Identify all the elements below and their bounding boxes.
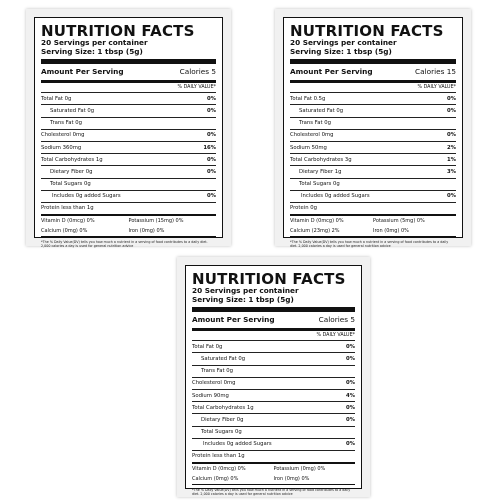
nutrient-row (41, 117, 216, 129)
nutrition-card-2 (275, 9, 471, 249)
amount-per-serving-label: Amount Per Serving (192, 315, 275, 325)
nutrient-label: Total Carbohydrates 1g (192, 404, 254, 411)
nutrient-daily-value: 0% (346, 416, 355, 423)
nutrient-label: Protein less than 1g (41, 205, 94, 212)
vitamin-row (192, 464, 355, 474)
nutrient-row (192, 413, 355, 425)
nutrient-label: Includes 0g added Sugars (203, 441, 272, 448)
nutrient-daily-value: 0% (207, 168, 216, 175)
nutrient-label: Trans Fat 0g (201, 368, 233, 375)
nutrient-row (290, 178, 456, 190)
nutrient-row (192, 365, 355, 377)
nutrient-row (41, 190, 216, 202)
calcium: Calcium (23mg) 2% (290, 228, 340, 235)
nutrient-row (192, 438, 355, 450)
calcium: Calcium (0mg) 0% (41, 228, 88, 235)
calcium: Calcium (0mg) 0% (192, 476, 239, 483)
potassium: Potassium (0mg) 0% (273, 466, 326, 473)
vitamin-row (192, 474, 355, 484)
nutrition-label (185, 265, 362, 497)
nutrient-row (290, 153, 456, 165)
calories-value: Calories 5 (318, 315, 355, 325)
nutrient-label: Dietary Fiber 1g (299, 168, 342, 175)
nutrient-row (41, 129, 216, 141)
nutrient-label: Total Sugars 0g (50, 181, 91, 188)
footnote: *The % Daily Value(DV) tells you how much a nutrient in a serving of food contributes to a daily diet. 2,000 calories a day is used for general nutrition advice (290, 236, 456, 249)
nutrient-label: Total Sugars 0g (299, 181, 340, 188)
nutrient-label: Cholesterol 0mg (290, 132, 334, 139)
nutrient-label: Trans Fat 0g (299, 120, 331, 127)
daily-value-header: % DAILY VALUE* (177, 85, 216, 91)
nutrient-label: Total Fat 0g (41, 95, 72, 102)
nutrient-label: Protein less than 1g (192, 453, 245, 460)
nutrient-rows (192, 340, 355, 462)
nutrient-daily-value: 1% (447, 156, 456, 163)
nutrient-label: Total Carbohydrates 1g (41, 156, 103, 163)
label-title: NUTRITION FACTS (290, 22, 444, 40)
nutrient-row (290, 117, 456, 129)
nutrient-daily-value: 0% (447, 95, 456, 102)
footnote: *The % Daily Value(DV) tells you how much a nutrient in a serving of food contributes to a daily diet. 2,000 calories a day is used for general nutrition advice (192, 484, 355, 497)
nutrient-label: Dietary Fiber 0g (50, 168, 93, 175)
serving-size: Serving Size: 1 tbsp (5g) (41, 46, 143, 56)
amount-per-serving-label: Amount Per Serving (41, 67, 124, 77)
nutrient-row (41, 153, 216, 165)
serving-size: Serving Size: 1 tbsp (5g) (290, 46, 392, 56)
nutrient-row (41, 165, 216, 177)
nutrient-row (290, 129, 456, 141)
nutrient-row (290, 104, 456, 116)
nutrient-label: Sodium 360mg (41, 144, 82, 151)
nutrient-label: Total Carbohydrates 3g (290, 156, 352, 163)
nutrient-daily-value: 0% (207, 193, 216, 200)
vitamin-row (290, 226, 456, 236)
nutrient-label: Total Sugars 0g (201, 429, 242, 436)
nutrition-label (34, 17, 223, 249)
vitamin-row (41, 216, 216, 226)
nutrient-daily-value: 0% (207, 107, 216, 114)
iron: Iron (0mg) 0% (373, 228, 409, 235)
nutrient-daily-value: 0% (207, 132, 216, 139)
nutrient-row (290, 165, 456, 177)
nutrient-row (192, 352, 355, 364)
nutrient-daily-value: 0% (447, 107, 456, 114)
nutrient-row (192, 401, 355, 413)
nutrient-row (41, 92, 216, 104)
nutrient-daily-value: 16% (203, 144, 216, 151)
amount-per-serving-row (290, 64, 456, 80)
nutrient-daily-value: 0% (346, 343, 355, 350)
nutrient-label: Includes 0g added Sugars (52, 193, 121, 200)
nutrient-row (290, 190, 456, 202)
servings-per-container: 20 Servings per container (41, 38, 148, 47)
nutrient-label: Saturated Fat 0g (201, 355, 246, 362)
servings-per-container: 20 Servings per container (192, 286, 299, 295)
nutrient-row (41, 202, 216, 214)
nutrient-label: Cholesterol 0mg (192, 380, 236, 387)
nutrition-card-3 (177, 257, 370, 497)
label-title: NUTRITION FACTS (41, 22, 195, 40)
potassium: Potassium (5mg) 0% (373, 218, 425, 225)
nutrient-row (192, 450, 355, 462)
nutrient-row (290, 202, 456, 214)
daily-value-header: % DAILY VALUE* (316, 333, 355, 339)
nutrient-row (41, 104, 216, 116)
nutrient-label: Total Fat 0.5g (290, 95, 326, 102)
nutrient-row (41, 178, 216, 190)
nutrient-row (290, 92, 456, 104)
nutrient-daily-value: 0% (346, 441, 355, 448)
nutrient-label: Saturated Fat 0g (299, 107, 344, 114)
nutrient-rows (290, 92, 456, 214)
nutrient-row (192, 377, 355, 389)
nutrient-daily-value: 3% (447, 168, 456, 175)
vitamin-row (41, 226, 216, 236)
nutrient-daily-value: 0% (207, 95, 216, 102)
servings-per-container: 20 Servings per container (290, 38, 397, 47)
nutrient-rows (41, 92, 216, 214)
amount-per-serving-label: Amount Per Serving (290, 67, 373, 77)
vitamin-row (290, 216, 456, 226)
vitamin-d: Vitamin D (0mcg) 0% (290, 218, 344, 225)
nutrient-row (41, 141, 216, 153)
nutrient-label: Sodium 90mg (192, 392, 229, 399)
nutrient-daily-value: 0% (346, 355, 355, 362)
iron: Iron (0mg) 0% (273, 476, 310, 483)
nutrient-label: Protein 0g (290, 205, 317, 212)
nutrient-label: Total Fat 0g (192, 343, 223, 350)
vitamin-d: Vitamin D (0mcg) 0% (192, 466, 246, 473)
nutrient-daily-value: 0% (346, 380, 355, 387)
nutrient-row (192, 426, 355, 438)
nutrient-daily-value: 2% (447, 144, 456, 151)
nutrition-card-1 (26, 9, 231, 249)
amount-per-serving-row (192, 312, 355, 328)
nutrient-daily-value: 0% (346, 404, 355, 411)
nutrient-label: Includes 0g added Sugars (301, 193, 370, 200)
amount-per-serving-row (41, 64, 216, 80)
nutrient-daily-value: 0% (207, 156, 216, 163)
serving-size: Serving Size: 1 tbsp (5g) (192, 294, 294, 304)
calories-value: Calories 15 (415, 67, 456, 77)
vitamin-d: Vitamin D (0mcg) 0% (41, 218, 95, 225)
nutrient-row (192, 340, 355, 352)
footnote: *The % Daily Value(DV) tells you how much a nutrient in a serving of food contributes to a daily diet. 2,000 calories a day is used for general nutrition advice (41, 236, 216, 249)
nutrition-label (283, 17, 463, 249)
nutrient-label: Saturated Fat 0g (50, 107, 95, 114)
nutrient-daily-value: 0% (447, 193, 456, 200)
nutrient-label: Trans Fat 0g (50, 120, 82, 127)
label-title: NUTRITION FACTS (192, 270, 346, 288)
iron: Iron (0mg) 0% (128, 228, 165, 235)
nutrient-label: Cholesterol 0mg (41, 132, 85, 139)
nutrient-daily-value: 4% (346, 392, 355, 399)
nutrient-label: Dietary Fiber 0g (201, 416, 244, 423)
nutrient-row (290, 141, 456, 153)
nutrient-label: Sodium 50mg (290, 144, 327, 151)
daily-value-header: % DAILY VALUE* (417, 85, 456, 91)
nutrient-row (192, 389, 355, 401)
nutrient-daily-value: 0% (447, 132, 456, 139)
calories-value: Calories 5 (179, 67, 216, 77)
potassium: Potassium (15mg) 0% (128, 218, 184, 225)
